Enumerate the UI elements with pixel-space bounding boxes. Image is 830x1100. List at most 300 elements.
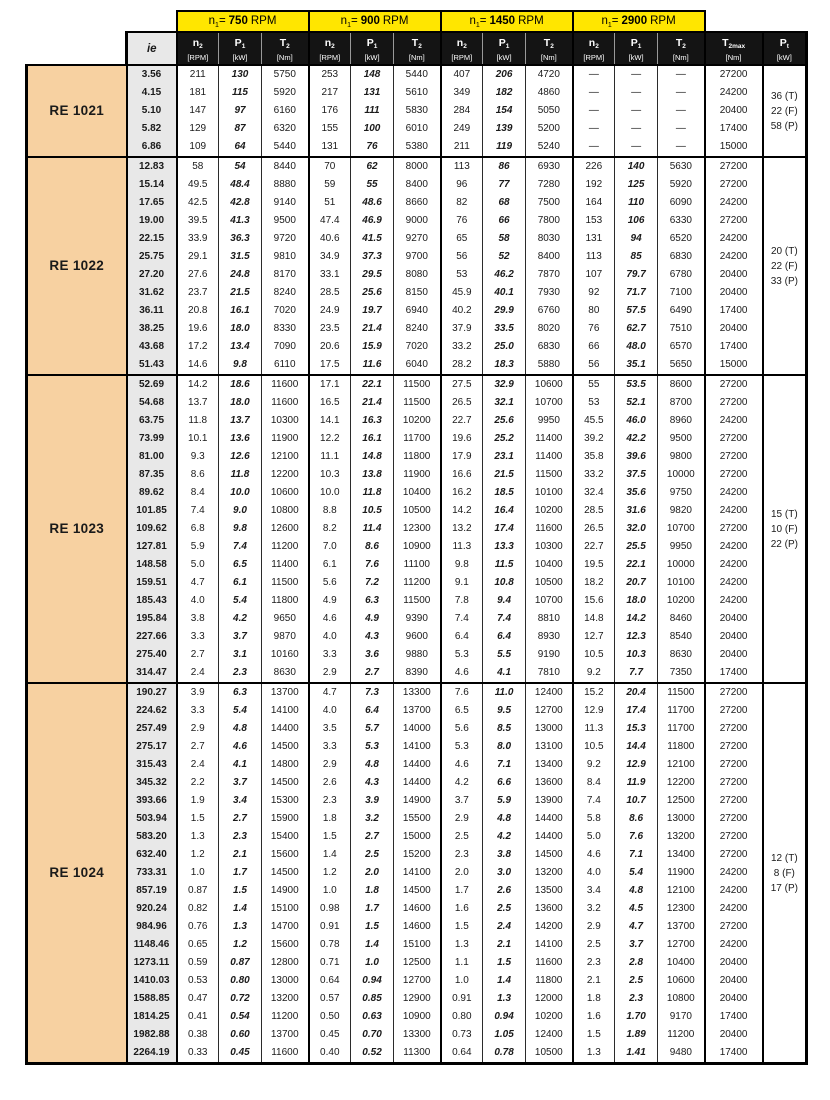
p1-value: 7.7: [615, 664, 658, 683]
p1-value: 21.4: [351, 320, 394, 338]
t2-value: 10200: [526, 1008, 573, 1026]
n2-value: 3.9: [177, 683, 219, 702]
t2-value: 11100: [394, 556, 441, 574]
p1-value: 2.3: [219, 664, 262, 683]
t2-value: 14200: [526, 918, 573, 936]
n2-value: 2.6: [309, 774, 351, 792]
p1-value: 2.0: [351, 864, 394, 882]
pt-ratings: [763, 157, 807, 375]
ie-value: 224.62: [127, 702, 177, 720]
p1-value: 0.80: [219, 972, 262, 990]
n2-value: 2.7: [177, 738, 219, 756]
n2-value: 1.5: [177, 810, 219, 828]
p1-value: 66: [483, 212, 526, 230]
table-row: [27, 230, 807, 248]
p1-value: 29.5: [351, 266, 394, 284]
t2-value: 10000: [658, 466, 705, 484]
n2-value: 107: [573, 266, 615, 284]
n2-value: 14.6: [177, 356, 219, 375]
t2-value: 10200: [526, 502, 573, 520]
p1-value: 18.0: [615, 592, 658, 610]
n2-value: 33.2: [573, 466, 615, 484]
table-row: [27, 375, 807, 394]
n2-value: 109: [177, 138, 219, 157]
t2-value: 12100: [262, 448, 309, 466]
table-row: [27, 936, 807, 954]
p1-value: 2.6: [483, 882, 526, 900]
t2-value: 11600: [262, 1044, 309, 1064]
t2-value: 4720: [526, 65, 573, 84]
t2-value: 7020: [394, 338, 441, 356]
table-row: [27, 972, 807, 990]
p1-value: 1.2: [219, 936, 262, 954]
t2-value: 8400: [526, 248, 573, 266]
t2max-value: 24200: [705, 230, 763, 248]
p1-value: 8.6: [615, 810, 658, 828]
table-row: [27, 646, 807, 664]
ie-value: 920.24: [127, 900, 177, 918]
t2-value: 8030: [526, 230, 573, 248]
ie-value: 190.27: [127, 683, 177, 702]
p1-value: 42.8: [219, 194, 262, 212]
p1-value: 0.87: [219, 954, 262, 972]
p1-symbol: $P_1$: [366, 36, 378, 50]
model-label: RE 1023: [27, 375, 127, 683]
n2-value: 0.40: [309, 1044, 351, 1064]
t2-value: 5920: [658, 176, 705, 194]
n2-value: 5.9: [177, 538, 219, 556]
t2-value: 5880: [526, 356, 573, 375]
n2-value: 19.5: [573, 556, 615, 574]
t2-value: 9500: [658, 430, 705, 448]
ie-value: 81.00: [127, 448, 177, 466]
p1-value: 23.1: [483, 448, 526, 466]
pt-line: 58 (P): [770, 120, 798, 132]
ie-value: 1148.46: [127, 936, 177, 954]
n2-value: 14.2: [177, 375, 219, 394]
t2-unit: [Nm]: [672, 52, 689, 62]
t2-value: 12100: [658, 882, 705, 900]
col-header-t2-750: [262, 32, 309, 65]
t2-value: 9140: [262, 194, 309, 212]
t2-value: 11900: [262, 430, 309, 448]
n2-value: 23.7: [177, 284, 219, 302]
ie-value: 148.58: [127, 556, 177, 574]
ie-value: 159.51: [127, 574, 177, 592]
ie-value: 195.84: [127, 610, 177, 628]
n2-value: 1.0: [441, 972, 483, 990]
t2-symbol: $T_2$: [675, 36, 686, 50]
t2-value: 11400: [526, 448, 573, 466]
t2max-value: 27200: [705, 810, 763, 828]
t2-value: 14500: [526, 846, 573, 864]
n2-value: 58: [177, 157, 219, 176]
n2-value: 211: [441, 138, 483, 157]
t2-value: 15900: [262, 810, 309, 828]
t2-value: 8700: [658, 394, 705, 412]
n2-value: 3.3: [177, 702, 219, 720]
t2max-value: 27200: [705, 394, 763, 412]
p1-value: 46.2: [483, 266, 526, 284]
n2-value: 4.0: [309, 628, 351, 646]
table-row: [27, 1008, 807, 1026]
p1-value: 0.63: [351, 1008, 394, 1026]
n2-value: 5.8: [573, 810, 615, 828]
t2-unit: [Nm]: [408, 52, 425, 62]
t2-value: 10100: [526, 484, 573, 502]
t2max-value: 15000: [705, 356, 763, 375]
n2-symbol: $n_2$: [192, 36, 203, 50]
equals-sign: =: [218, 14, 226, 27]
t2-value: 9820: [658, 502, 705, 520]
col-header-n2-900: [309, 32, 351, 65]
p1-value: 32.1: [483, 394, 526, 412]
t2-value: 10400: [658, 954, 705, 972]
n2-value: 45.5: [573, 412, 615, 430]
ie-value: 43.68: [127, 338, 177, 356]
n2-value: 76: [573, 320, 615, 338]
n2-value: 9.2: [573, 664, 615, 683]
ie-value: 315.43: [127, 756, 177, 774]
n2-value: 45.9: [441, 284, 483, 302]
p1-value: 106: [615, 212, 658, 230]
t2-value: 14100: [394, 738, 441, 756]
p1-value: 54: [219, 157, 262, 176]
ie-value: 503.94: [127, 810, 177, 828]
n2-value: 33.1: [309, 266, 351, 284]
n2-value: 349: [441, 84, 483, 102]
table-row: [27, 864, 807, 882]
t2max-value: 15000: [705, 138, 763, 157]
t2-value: 5240: [526, 138, 573, 157]
t2-value: 9390: [394, 610, 441, 628]
n2-value: 9.3: [177, 448, 219, 466]
p1-value: 16.1: [351, 430, 394, 448]
t2-value: 7800: [526, 212, 573, 230]
t2-value: 8440: [262, 157, 309, 176]
p1-value: 10.5: [351, 502, 394, 520]
n2-unit: [RPM]: [451, 52, 473, 62]
n2-value: 1.8: [309, 810, 351, 828]
table-row: [27, 394, 807, 412]
p1-value: 31.6: [615, 502, 658, 520]
t2-value: 12500: [658, 792, 705, 810]
t2max-value: 17400: [705, 1044, 763, 1064]
t2-value: 7510: [658, 320, 705, 338]
n2-value: 8.6: [177, 466, 219, 484]
table-row: [27, 720, 807, 738]
n2-value: 14.2: [441, 502, 483, 520]
t2max-value: 27200: [705, 157, 763, 176]
ie-value: 2264.19: [127, 1044, 177, 1064]
pt-line: 36 (T): [771, 90, 798, 102]
t2-value: 15100: [394, 936, 441, 954]
n2-value: 11.8: [177, 412, 219, 430]
n2-value: 4.0: [309, 702, 351, 720]
p1-value: 6.4: [351, 702, 394, 720]
n2-value: 3.8: [177, 610, 219, 628]
ie-value: 1814.25: [127, 1008, 177, 1026]
table-row: [27, 84, 807, 102]
p1-value: 206: [483, 65, 526, 84]
p1-value: 25.6: [483, 412, 526, 430]
n2-value: 4.6: [441, 664, 483, 683]
p1-value: 0.94: [483, 1008, 526, 1026]
t2-value: 6780: [658, 266, 705, 284]
t2max-value: 17400: [705, 664, 763, 683]
pt-line: 12 (T): [771, 852, 798, 864]
p1-value: 10.3: [615, 646, 658, 664]
t2-value: 8540: [658, 628, 705, 646]
t2-value: 13700: [394, 702, 441, 720]
t2-value: 15500: [394, 810, 441, 828]
n2-value: 11.3: [573, 720, 615, 738]
n2-value: 20.8: [177, 302, 219, 320]
n2-value: 2.7: [177, 646, 219, 664]
t2-value: 7350: [658, 664, 705, 683]
n2-value: 3.3: [309, 646, 351, 664]
p1-value: 18.0: [219, 394, 262, 412]
ie-value: 275.17: [127, 738, 177, 756]
col-header-t2-1450: [526, 32, 573, 65]
t2-value: 15600: [262, 846, 309, 864]
p1-value: 13.7: [219, 412, 262, 430]
n2-value: 1.3: [441, 936, 483, 954]
p1-value: 3.2: [351, 810, 394, 828]
p1-value: 25.6: [351, 284, 394, 302]
ie-value: 22.15: [127, 230, 177, 248]
t2max-value: 24200: [705, 412, 763, 430]
n2-value: 6.8: [177, 520, 219, 538]
p1-value: 0.70: [351, 1026, 394, 1044]
p1-value: 11.8: [219, 466, 262, 484]
table-row: [27, 412, 807, 430]
p1-value: 5.3: [351, 738, 394, 756]
n2-value: 39.2: [573, 430, 615, 448]
t2-value: 13200: [526, 864, 573, 882]
ie-value: 38.25: [127, 320, 177, 338]
ie-value: 984.96: [127, 918, 177, 936]
t2-value: 14400: [262, 720, 309, 738]
p1-value: 14.4: [615, 738, 658, 756]
p1-value: 46.9: [351, 212, 394, 230]
p1-value: 119: [483, 138, 526, 157]
n2-value: 5.6: [441, 720, 483, 738]
t2-value: 15100: [262, 900, 309, 918]
ie-value: 51.43: [127, 356, 177, 375]
pt-line: 8 (F): [773, 867, 795, 879]
t2-value: —: [658, 65, 705, 84]
n2-value: 4.6: [441, 756, 483, 774]
t2-value: 10800: [658, 990, 705, 1008]
n2-value: 226: [573, 157, 615, 176]
p1-value: 140: [615, 157, 658, 176]
t2-value: 7280: [526, 176, 573, 194]
t2-value: 8020: [526, 320, 573, 338]
t2-value: 5630: [658, 157, 705, 176]
t2-unit: [Nm]: [276, 52, 293, 62]
p1-value: 9.4: [483, 592, 526, 610]
p1-value: 18.6: [219, 375, 262, 394]
p1-value: 7.4: [219, 538, 262, 556]
n2-value: 113: [573, 248, 615, 266]
n2-value: 2.1: [573, 972, 615, 990]
n2-value: 2.5: [441, 828, 483, 846]
p1-value: 1.70: [615, 1008, 658, 1026]
p1-value: 131: [351, 84, 394, 102]
header-spacer-right: [705, 11, 807, 32]
ie-value: 4.15: [127, 84, 177, 102]
col-header-p1-750: [219, 32, 262, 65]
n2-value: 12.7: [573, 628, 615, 646]
n2-value: 2.9: [441, 810, 483, 828]
pt-line: 10 (F): [771, 523, 798, 535]
t2-value: 5920: [262, 84, 309, 102]
p1-value: 12.3: [615, 628, 658, 646]
n2-value: 0.91: [441, 990, 483, 1008]
p1-value: 19.7: [351, 302, 394, 320]
n2-value: 2.9: [309, 756, 351, 774]
p1-value: 1.41: [615, 1044, 658, 1064]
t2-value: 8080: [394, 266, 441, 284]
n2-value: 15.6: [573, 592, 615, 610]
t2-value: 14900: [262, 882, 309, 900]
n2-value: 2.3: [441, 846, 483, 864]
p1-value: 8.0: [483, 738, 526, 756]
t2max-value: 20400: [705, 990, 763, 1008]
t2-value: 9000: [394, 212, 441, 230]
p1-value: 2.5: [483, 900, 526, 918]
t2-value: 8460: [658, 610, 705, 628]
n2-value: 49.5: [177, 176, 219, 194]
ie-value: 257.49: [127, 720, 177, 738]
n2-value: 4.7: [177, 574, 219, 592]
n2-value: 0.64: [441, 1044, 483, 1064]
n2-value: 0.78: [309, 936, 351, 954]
p1-value: 16.4: [483, 502, 526, 520]
n2-value: 26.5: [573, 520, 615, 538]
n2-value: 1.7: [441, 882, 483, 900]
ie-value: 632.40: [127, 846, 177, 864]
ie-value: 27.20: [127, 266, 177, 284]
t2-value: 13400: [658, 846, 705, 864]
t2-value: 8330: [262, 320, 309, 338]
p1-value: 1.5: [351, 918, 394, 936]
p1-value: 2.5: [615, 972, 658, 990]
p1-value: 2.7: [219, 810, 262, 828]
p1-value: —: [615, 120, 658, 138]
p1-value: 1.3: [219, 918, 262, 936]
t2-value: 10700: [658, 520, 705, 538]
p1-value: 48.4: [219, 176, 262, 194]
p1-value: 4.3: [351, 774, 394, 792]
t2max-value: 27200: [705, 702, 763, 720]
n2-unit: [RPM]: [187, 52, 209, 62]
t2-value: —: [658, 102, 705, 120]
p1-value: 20.4: [615, 683, 658, 702]
p1-value: 0.54: [219, 1008, 262, 1026]
p1-value: 14.8: [351, 448, 394, 466]
n2-value: 2.4: [177, 664, 219, 683]
t2max-value: 27200: [705, 792, 763, 810]
p1-value: 2.1: [219, 846, 262, 864]
n2-value: 10.0: [309, 484, 351, 502]
p1-value: 4.5: [615, 900, 658, 918]
t2-value: 8630: [658, 646, 705, 664]
table-row: [27, 138, 807, 157]
t2max-value: 24200: [705, 484, 763, 502]
col-header-p1-1450: [483, 32, 526, 65]
n2-value: 113: [441, 157, 483, 176]
p1-value: 9.5: [483, 702, 526, 720]
t2-value: 12500: [394, 954, 441, 972]
n2-value: 33.9: [177, 230, 219, 248]
p1-value: 22.1: [351, 375, 394, 394]
p1-value: 4.8: [483, 810, 526, 828]
n2-value: 5.3: [441, 738, 483, 756]
ie-value: 185.43: [127, 592, 177, 610]
n2-value: 3.3: [177, 628, 219, 646]
t2max-value: 27200: [705, 520, 763, 538]
n2-value: 1.6: [441, 900, 483, 918]
t2-value: 14000: [394, 720, 441, 738]
n2-value: 2.9: [309, 664, 351, 683]
p1-value: 1.4: [483, 972, 526, 990]
t2max-value: 27200: [705, 448, 763, 466]
t2-value: 12200: [262, 466, 309, 484]
n2-value: —: [573, 120, 615, 138]
p1-value: 2.3: [219, 828, 262, 846]
p1-value: 85: [615, 248, 658, 266]
p1-value: —: [615, 84, 658, 102]
table-row: [27, 990, 807, 1008]
n2-value: 23.5: [309, 320, 351, 338]
t2max-value: 27200: [705, 720, 763, 738]
p1-value: 48.0: [615, 338, 658, 356]
n2-value: 10.3: [309, 466, 351, 484]
group-re-1024: [27, 683, 807, 1064]
ie-value: 857.19: [127, 882, 177, 900]
t2max-value: 24200: [705, 936, 763, 954]
n2-value: 7.8: [441, 592, 483, 610]
n2-value: 0.38: [177, 1026, 219, 1044]
n2-value: 131: [309, 138, 351, 157]
table-row: [27, 918, 807, 936]
t2max-symbol: $T_{2max}$: [722, 36, 746, 50]
t2-value: 11500: [394, 394, 441, 412]
t2max-value: 27200: [705, 828, 763, 846]
p1-value: 5.9: [483, 792, 526, 810]
p1-value: 3.1: [219, 646, 262, 664]
n2-value: 284: [441, 102, 483, 120]
col-header-t2max: [705, 32, 763, 65]
n2-value: 4.9: [309, 592, 351, 610]
p1-value: 35.6: [615, 484, 658, 502]
t2-value: 8150: [394, 284, 441, 302]
n2-value: 0.33: [177, 1044, 219, 1064]
p1-value: 57.5: [615, 302, 658, 320]
n2-value: 55: [573, 375, 615, 394]
t2-value: 14100: [526, 936, 573, 954]
n2-value: 1.1: [441, 954, 483, 972]
t2-value: 6040: [394, 356, 441, 375]
t2-value: 8810: [526, 610, 573, 628]
p1-value: 32.0: [615, 520, 658, 538]
table-header: [27, 11, 807, 65]
p1-value: 77: [483, 176, 526, 194]
t2max-value: 27200: [705, 466, 763, 484]
p1-value: 7.2: [351, 574, 394, 592]
